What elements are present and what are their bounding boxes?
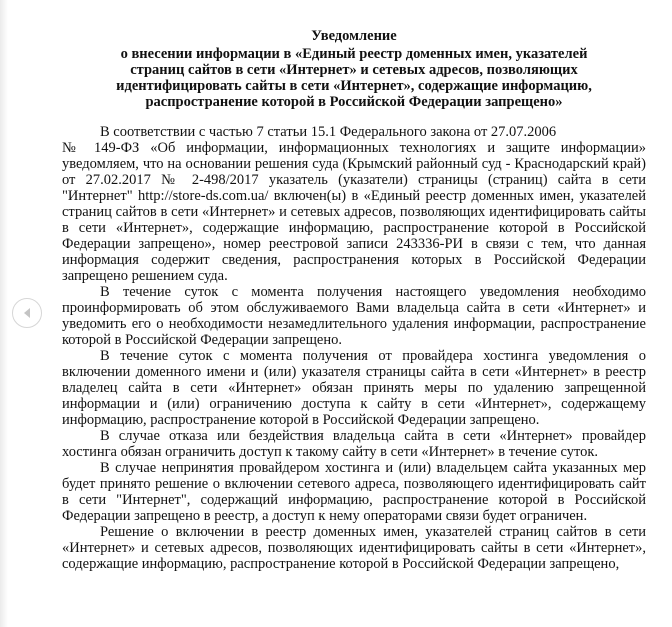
paragraph-1-first-line: В соответствии с частью 7 статьи 15.1 Федерального закона от 27.07.2006 bbox=[100, 124, 557, 140]
paragraph-1-body: «Об информации, информационных технологиях и защите информации» уведомляем, что на основании решения суда (Крымский районный суд - Краснодарский край) от 27.02.2017 № 2-498/2017 указатель (указатели) страницы (страниц) сайта в сети "Интернет" http://store-ds.com.ua/ включен(ы) в «Единый реестр доменных имен, указателей страниц сайтов в сети «Интернет» и сетевых адресов, позволяющих идентифицировать сайты в сети «Интернет», содержащие информацию, распространение которой в Российской Федерации запрещено», номер реестровой записи 243336-РИ в связи с тем, что данная информация содержит сведения, распространения которых в Российской Федерации запрещено решением суда. bbox=[62, 140, 646, 284]
body-paragraph-network-address: В случае непринятия провайдером хостинга и (или) владельцем сайта указанных мер будет принято решение о включении сетевого адреса, позволяющего идентифицировать сайт в сети "Интернет", содержащий информацию, распространение которой в Российской Федерации запрещено в реестр, а доступ к нему операторами связи будет ограничен. bbox=[62, 460, 646, 524]
body-paragraph-registry-decision: Решение о включении в реестр доменных имен, указателей страниц сайтов в сети «Интернет» и сетевых адресов, позволяющих идентифицировать сайты в сети «Интернет», содержащие информацию, распространение которой в Российской Федерации запрещено, bbox=[62, 524, 646, 572]
body-paragraph-owner-obligation: В течение суток с момента получения от провайдера хостинга уведомления о включении доменного имени и (или) указателя страницы сайта в сети «Интернет» в реестр владелец сайта в сети «Интернет» обязан принять меры по удалению запрещенной информации и (или) ограничению доступа к сайту в сети «Интернет», содержащему информацию, распространение которой в Российской Федерации запрещено. bbox=[62, 348, 646, 428]
body-paragraph-inform-owner: В течение суток с момента получения настоящего уведомления необходимо проинформировать об этом обслуживаемого Вами владельца сайта в сети «Интернет» и уведомить его о необходимости незамедлительного удаления информации, распространение которой в Российской Федерации запрещено. bbox=[62, 284, 646, 348]
viewer-left-edge bbox=[0, 0, 8, 627]
previous-page-button[interactable] bbox=[12, 298, 42, 328]
law-number: № 149-ФЗ bbox=[62, 140, 140, 156]
notice-subject-line-4: распространение которой в Российской Федерации запрещено» bbox=[145, 94, 563, 110]
document-page bbox=[62, 28, 646, 572]
notice-subject-line-1: о внесении информации в «Единый реестр доменных имен, указателей bbox=[120, 46, 588, 62]
notice-subject-line-2: страниц сайтов в сети «Интернет» и сетевых адресов, позволяющих bbox=[130, 62, 578, 78]
body-paragraph-law-reference bbox=[62, 124, 646, 284]
notice-title: Уведомление bbox=[311, 28, 397, 44]
notice-subject-line-3: идентифицировать сайты в сети «Интернет», содержащие информацию, bbox=[116, 78, 592, 94]
chevron-left-icon bbox=[22, 307, 32, 319]
notice-heading bbox=[62, 28, 646, 110]
body-paragraph-hosting-restriction: В случае отказа или бездействия владельца сайта в сети «Интернет» провайдер хостинга обязан ограничить доступ к такому сайту в сети «Интернет» в течение суток. bbox=[62, 428, 646, 460]
